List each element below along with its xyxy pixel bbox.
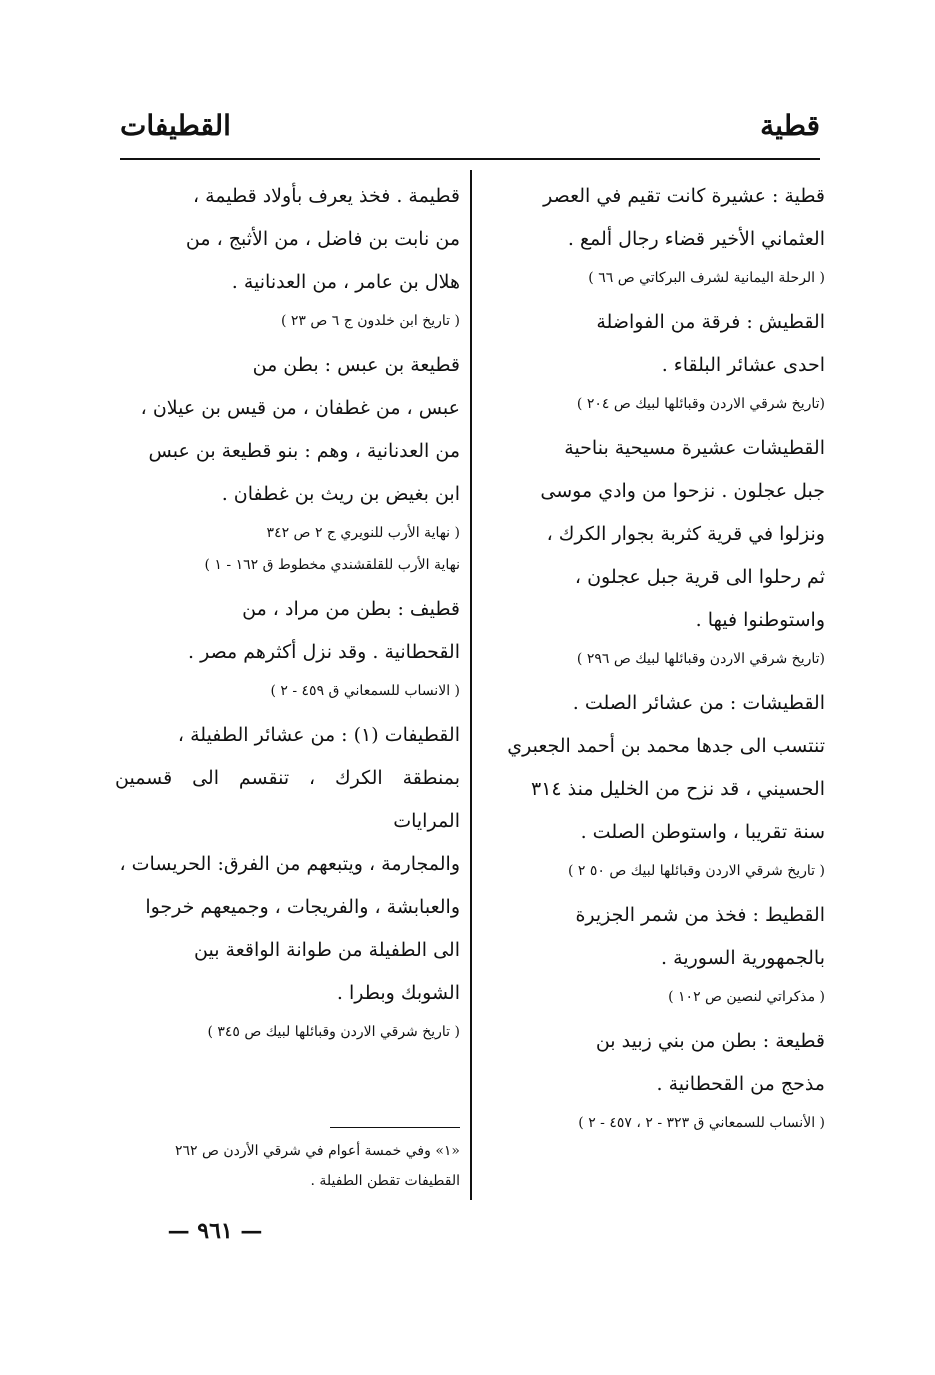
entry-qutayma xyxy=(115,175,460,336)
entry-source: (تاريخ شرقي الاردن وقبائلها لبيك ص ٢٩٦ ) xyxy=(576,651,825,667)
entry-alqatishat-1 xyxy=(480,427,825,674)
entry-line: بالجمهورية السورية . xyxy=(661,947,825,969)
entry-line: قطيعة : بطن من بني زبيد بن xyxy=(595,1030,825,1052)
entry-line: ونزلوا في قرية كثربة بجوار الكرك ، xyxy=(546,523,825,545)
entry-qatiya xyxy=(480,175,825,293)
entry-source: (تاريخ شرقي الاردن وقبائلها لبيك ص ٢٠٤ ) xyxy=(576,396,825,412)
entry-source: نهاية الأرب للقلقشندي مخطوط ق ١٦٢ - ١ ) xyxy=(204,557,460,573)
entry-line: الى الطفيلة من طوانة الواقعة بين xyxy=(194,939,460,961)
entry-line: القطيط : فخذ من شمر الجزيرة xyxy=(575,904,825,926)
footnote xyxy=(120,1136,460,1196)
entry-source: ( الرحلة اليمانية لشرف البركاتي ص ٦٦ ) xyxy=(588,270,825,286)
entry-line: العثماني الأخير قضاء رجال ألمع . xyxy=(567,228,825,250)
entry-alqatit xyxy=(480,894,825,1012)
entry-line: القطيشات : من عشائر الصلت . xyxy=(572,692,825,714)
entry-source: ( الأنساب للسمعاني ق ٣٢٣ - ٢ ، ٤٥٧ - ٢ ) xyxy=(578,1115,825,1131)
entry-source: ( مذكراتي لنصين ص ١٠٢ ) xyxy=(668,989,825,1005)
entry-line: من العدنانية ، وهم : بنو قطيعة بن عبس xyxy=(148,440,460,462)
entry-line: والمجارمة ، ويتبعهم من الفرق: الحريسات ، xyxy=(119,853,460,875)
entry-alqutayfat xyxy=(115,714,460,1047)
entry-source: ( الانساب للسمعاني ق ٤٥٩ - ٢ ) xyxy=(270,683,460,699)
entry-source: ( تاريخ شرقي الاردن وقبائلها لبيك ص ٣٤٥ ) xyxy=(207,1024,460,1040)
left-column xyxy=(115,175,460,1055)
page-number: — ٩٦١ — xyxy=(167,1218,263,1244)
entry-line: واستوطنوا فيها . xyxy=(695,609,825,631)
footnote-line: القطيفات تقطن الطفيلة . xyxy=(310,1173,460,1189)
header-right-word: قطية xyxy=(760,108,820,142)
entry-alqatishat-2 xyxy=(480,682,825,886)
right-column xyxy=(480,175,825,1146)
entry-alqatish xyxy=(480,301,825,419)
entry-line: سنة تقريبا ، واستوطن الصلت . xyxy=(580,821,825,843)
entry-line: جبل عجلون . نزحوا من وادي موسى xyxy=(540,480,825,502)
entry-line: القحطانية . وقد نزل أكثرهم مصر . xyxy=(188,641,460,663)
entry-line: قطية : عشيرة كانت تقيم في العصر xyxy=(543,185,825,207)
entry-line: القطيش : فرقة من الفواضلة xyxy=(596,311,825,333)
footnote-rule xyxy=(330,1127,460,1128)
entry-line: ثم رحلوا الى قرية جبل عجلون ، xyxy=(574,566,825,588)
header-rule xyxy=(120,158,820,160)
entry-qutayaa xyxy=(480,1020,825,1138)
entry-line: قطيف : بطن من مراد ، من xyxy=(242,598,460,620)
entry-source: ( نهاية الأرب للنويري ج ٢ ص ٣٤٢ xyxy=(266,525,460,541)
entry-qutayf xyxy=(115,588,460,706)
column-divider xyxy=(470,170,472,1200)
entry-line: الشوبك وبطرا . xyxy=(336,982,460,1004)
header-left-word: القطيفات xyxy=(120,108,231,142)
entry-line: الحسيني ، قد نزح من الخليل منذ ٣١٤ xyxy=(531,778,825,800)
entry-qutayaa-bin-abs xyxy=(115,344,460,580)
entry-line: من نابت بن فاضل ، من الأثبج ، من xyxy=(185,228,460,250)
entry-line: هلال بن عامر ، من العدنانية . xyxy=(231,271,460,293)
entry-line: ابن بغيض بن ريث بن غطفان . xyxy=(221,483,460,505)
entry-line: القطيفات (١) : من عشائر الطفيلة ، xyxy=(177,724,460,746)
entry-line: القطيشات عشيرة مسيحية بناحية xyxy=(564,437,825,459)
entry-line: مذحج من القحطانية . xyxy=(656,1073,825,1095)
entry-source: ( تاريخ ابن خلدون ج ٦ ص ٢٣ ) xyxy=(280,313,460,329)
entry-line: احدى عشائر البلقاء . xyxy=(661,354,825,376)
entry-source: ( تاريخ شرقي الاردن وقبائلها لبيك ص ٥٠ ٢ ) xyxy=(567,863,825,879)
entry-line: بمنطقة الكرك ، تنقسم الى قسمين المرايات xyxy=(115,767,460,832)
page-header xyxy=(120,100,820,150)
entry-line: عبس ، من غطفان ، من قيس بن عيلان ، xyxy=(140,397,460,419)
footnote-line: «١» وفي خمسة أعوام في شرقي الأردن ص ٢٦٢ xyxy=(175,1143,460,1159)
entry-line: قطيعة بن عبس : بطن من xyxy=(252,354,460,376)
entry-line: تنتسب الى جدها محمد بن أحمد الجعبري xyxy=(507,735,825,757)
entry-line: قطيمة . فخذ يعرف بأولاد قطيمة ، xyxy=(192,185,460,207)
entry-line: والعبابشة ، والفريجات ، وجميعهم خرجوا xyxy=(145,896,460,918)
